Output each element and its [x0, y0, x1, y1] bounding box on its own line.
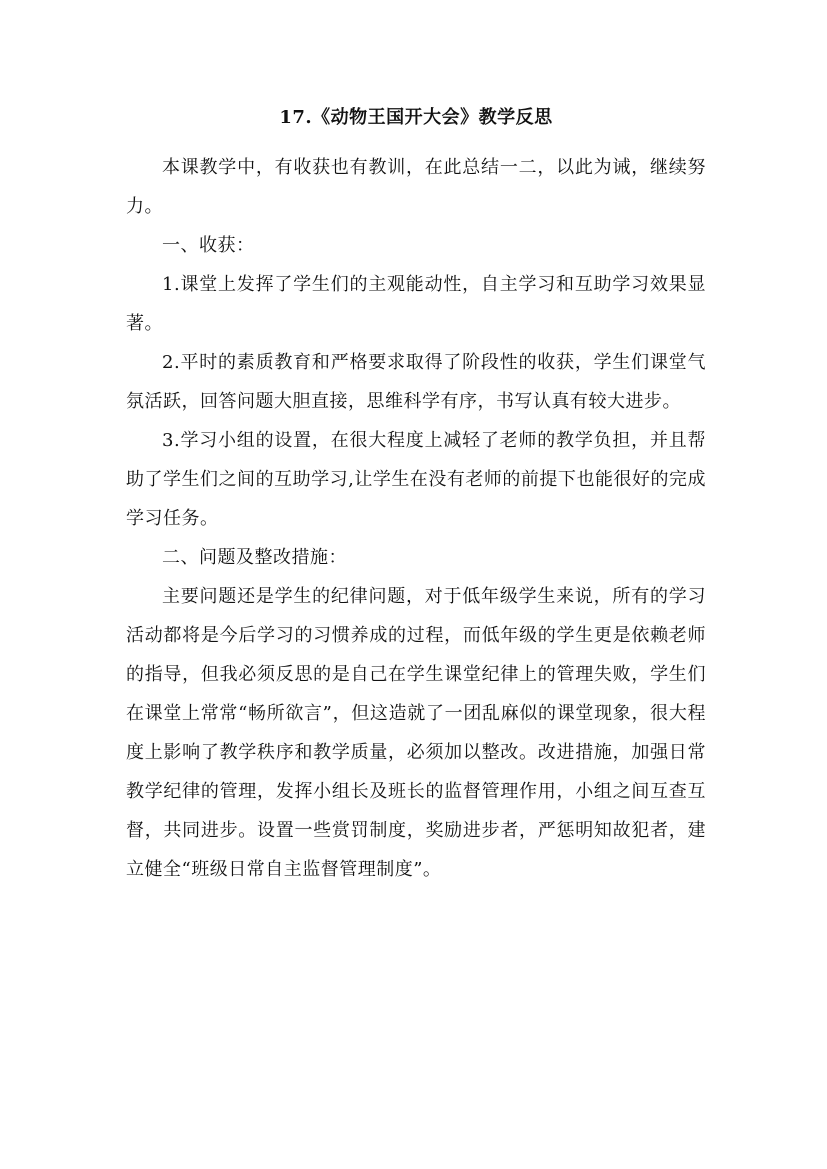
gain-item-1: 1.课堂上发挥了学生们的主观能动性，自主学习和互助学习效果显著。 — [126, 274, 706, 334]
problems-paragraph: 主要问题还是学生的纪律问题，对于低年级学生来说，所有的学习活动都将是今后学习的习惯养成的过程，而低年级的学生更是依赖老师的指导，但我必须反思的是自己在学生课堂纪律上的管理失败，学生们在课堂上常常“畅所欲言”，但这造就了一团乱麻似的课堂现象，很大程度上影响了教学秩序和教学质量，必须加以整改。改进措施，加强日常教学纪律的管理，发挥小组长及班长的监督管理作用，小组之间互查互督，共同进步。设置一些赏罚制度，奖励进步者，严惩明知故犯者，建立健全“班级日常自主监督管理制度”。 — [126, 586, 706, 880]
gain-item-3: 3.学习小组的设置，在很大程度上减轻了老师的教学负担，并且帮助了学生们之间的互助学习,让学生在没有老师的前提下也能很好的完成学习任务。 — [126, 430, 706, 529]
section-heading-gains: 一、收获： — [162, 235, 255, 256]
section-heading-problems: 二、问题及整改措施： — [162, 547, 347, 568]
gain-item-2: 2.平时的素质教育和严格要求取得了阶段性的收获，学生们课堂气氛活跃，回答问题大胆直接，思维科学有序，书写认真有较大进步。 — [126, 352, 706, 412]
intro-paragraph: 本课教学中，有收获也有教训，在此总结一二，以此为诫，继续努力。 — [126, 157, 706, 217]
document-page — [126, 104, 706, 889]
document-title: 17.《动物王国开大会》教学反思 — [279, 107, 553, 128]
